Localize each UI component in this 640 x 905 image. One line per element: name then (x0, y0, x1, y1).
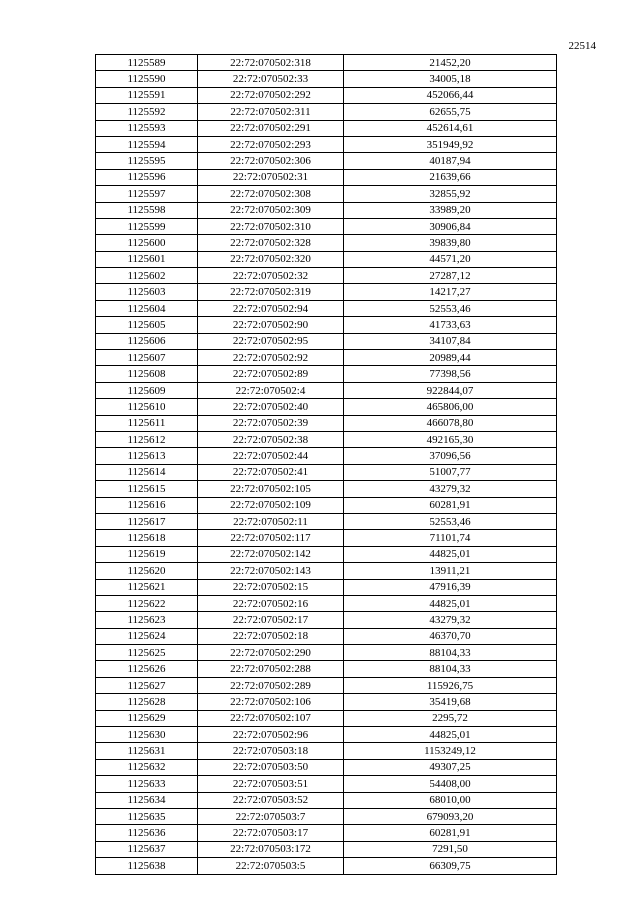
table-row (96, 71, 557, 87)
row-number-cell: 1125611 (96, 415, 198, 431)
cadastral-number-cell: 22:72:070502:311 (198, 104, 344, 120)
cadastral-value-cell: 1153249,12 (344, 743, 557, 759)
table-row (96, 120, 557, 136)
table-row (96, 825, 557, 841)
cadastral-number-cell: 22:72:070502:95 (198, 333, 344, 349)
table-row (96, 136, 557, 152)
cadastral-value-cell: 40187,94 (344, 153, 557, 169)
row-number-cell: 1125621 (96, 579, 198, 595)
table-row (96, 399, 557, 415)
row-number-cell: 1125616 (96, 497, 198, 513)
cadastral-number-cell: 22:72:070503:17 (198, 825, 344, 841)
cadastral-value-cell: 52553,46 (344, 300, 557, 316)
cadastral-value-cell: 71101,74 (344, 530, 557, 546)
cadastral-value-cell: 54408,00 (344, 776, 557, 792)
cadastral-value-cell: 37096,56 (344, 448, 557, 464)
row-number-cell: 1125610 (96, 399, 198, 415)
row-number-cell: 1125620 (96, 563, 198, 579)
table-row (96, 448, 557, 464)
row-number-cell: 1125623 (96, 612, 198, 628)
cadastral-value-cell: 679093,20 (344, 808, 557, 824)
table-row (96, 579, 557, 595)
cadastral-number-cell: 22:72:070503:7 (198, 808, 344, 824)
cadastral-value-cell: 43279,32 (344, 612, 557, 628)
row-number-cell: 1125609 (96, 382, 198, 398)
row-number-cell: 1125600 (96, 235, 198, 251)
cadastral-number-cell: 22:72:070502:33 (198, 71, 344, 87)
cadastral-number-cell: 22:72:070502:292 (198, 87, 344, 103)
cadastral-value-cell: 452066,44 (344, 87, 557, 103)
cadastral-number-cell: 22:72:070502:17 (198, 612, 344, 628)
table-row (96, 694, 557, 710)
table-row (96, 776, 557, 792)
cadastral-value-cell: 35419,68 (344, 694, 557, 710)
cadastral-value-cell: 351949,92 (344, 136, 557, 152)
cadastral-value-table (95, 54, 557, 875)
table-row (96, 415, 557, 431)
table-row (96, 366, 557, 382)
row-number-cell: 1125607 (96, 350, 198, 366)
cadastral-number-cell: 22:72:070502:143 (198, 563, 344, 579)
table-row (96, 628, 557, 644)
cadastral-value-cell: 44825,01 (344, 727, 557, 743)
row-number-cell: 1125595 (96, 153, 198, 169)
row-number-cell: 1125598 (96, 202, 198, 218)
cadastral-number-cell: 22:72:070502:92 (198, 350, 344, 366)
cadastral-number-cell: 22:72:070502:142 (198, 546, 344, 562)
cadastral-number-cell: 22:72:070502:105 (198, 481, 344, 497)
table-row (96, 202, 557, 218)
row-number-cell: 1125592 (96, 104, 198, 120)
cadastral-number-cell: 22:72:070502:38 (198, 431, 344, 447)
row-number-cell: 1125597 (96, 186, 198, 202)
cadastral-value-cell: 66309,75 (344, 858, 557, 874)
cadastral-value-cell: 20989,44 (344, 350, 557, 366)
cadastral-number-cell: 22:72:070502:89 (198, 366, 344, 382)
row-number-cell: 1125633 (96, 776, 198, 792)
table-row (96, 645, 557, 661)
cadastral-value-cell: 46370,70 (344, 628, 557, 644)
cadastral-number-cell: 22:72:070502:320 (198, 251, 344, 267)
cadastral-value-cell: 21452,20 (344, 55, 557, 71)
table-row (96, 382, 557, 398)
cadastral-number-cell: 22:72:070502:90 (198, 317, 344, 333)
row-number-cell: 1125635 (96, 808, 198, 824)
row-number-cell: 1125615 (96, 481, 198, 497)
cadastral-number-cell: 22:72:070502:309 (198, 202, 344, 218)
cadastral-value-cell: 44571,20 (344, 251, 557, 267)
row-number-cell: 1125628 (96, 694, 198, 710)
cadastral-value-cell: 60281,91 (344, 497, 557, 513)
table-row (96, 317, 557, 333)
cadastral-value-cell: 27287,12 (344, 268, 557, 284)
table-row (96, 595, 557, 611)
cadastral-number-cell: 22:72:070502:117 (198, 530, 344, 546)
table-row (96, 153, 557, 169)
table-row (96, 104, 557, 120)
row-number-cell: 1125589 (96, 55, 198, 71)
row-number-cell: 1125631 (96, 743, 198, 759)
cadastral-number-cell: 22:72:070503:51 (198, 776, 344, 792)
table-row (96, 792, 557, 808)
table-row (96, 464, 557, 480)
cadastral-value-cell: 44825,01 (344, 546, 557, 562)
table-row (96, 284, 557, 300)
row-number-cell: 1125612 (96, 431, 198, 447)
cadastral-value-cell: 88104,33 (344, 645, 557, 661)
table-row (96, 563, 557, 579)
row-number-cell: 1125594 (96, 136, 198, 152)
cadastral-number-cell: 22:72:070502:290 (198, 645, 344, 661)
cadastral-value-cell: 14217,27 (344, 284, 557, 300)
cadastral-value-cell: 30906,84 (344, 218, 557, 234)
cadastral-value-cell: 32855,92 (344, 186, 557, 202)
table-row (96, 530, 557, 546)
row-number-cell: 1125608 (96, 366, 198, 382)
table-row (96, 218, 557, 234)
cadastral-number-cell: 22:72:070503:50 (198, 759, 344, 775)
cadastral-value-cell: 51007,77 (344, 464, 557, 480)
row-number-cell: 1125613 (96, 448, 198, 464)
cadastral-value-cell: 47916,39 (344, 579, 557, 595)
table-row (96, 513, 557, 529)
cadastral-number-cell: 22:72:070502:18 (198, 628, 344, 644)
table-row (96, 350, 557, 366)
row-number-cell: 1125618 (96, 530, 198, 546)
cadastral-number-cell: 22:72:070502:308 (198, 186, 344, 202)
row-number-cell: 1125627 (96, 677, 198, 693)
table-row (96, 727, 557, 743)
row-number-cell: 1125634 (96, 792, 198, 808)
row-number-cell: 1125606 (96, 333, 198, 349)
cadastral-value-cell: 492165,30 (344, 431, 557, 447)
cadastral-number-cell: 22:72:070502:32 (198, 268, 344, 284)
cadastral-value-cell: 465806,00 (344, 399, 557, 415)
cadastral-number-cell: 22:72:070502:291 (198, 120, 344, 136)
cadastral-value-cell: 13911,21 (344, 563, 557, 579)
table-row (96, 300, 557, 316)
table-row (96, 186, 557, 202)
cadastral-value-cell: 88104,33 (344, 661, 557, 677)
cadastral-number-cell: 22:72:070502:94 (198, 300, 344, 316)
cadastral-number-cell: 22:72:070503:172 (198, 841, 344, 857)
row-number-cell: 1125599 (96, 218, 198, 234)
cadastral-number-cell: 22:72:070502:289 (198, 677, 344, 693)
row-number-cell: 1125590 (96, 71, 198, 87)
table-row (96, 710, 557, 726)
cadastral-number-cell: 22:72:070503:18 (198, 743, 344, 759)
cadastral-number-cell: 22:72:070502:328 (198, 235, 344, 251)
cadastral-value-cell: 7291,50 (344, 841, 557, 857)
cadastral-value-cell: 21639,66 (344, 169, 557, 185)
row-number-cell: 1125596 (96, 169, 198, 185)
row-number-cell: 1125638 (96, 858, 198, 874)
cadastral-value-cell: 49307,25 (344, 759, 557, 775)
row-number-cell: 1125591 (96, 87, 198, 103)
row-number-cell: 1125593 (96, 120, 198, 136)
table-row (96, 841, 557, 857)
table-row (96, 235, 557, 251)
cadastral-number-cell: 22:72:070502:306 (198, 153, 344, 169)
cadastral-number-cell: 22:72:070502:109 (198, 497, 344, 513)
cadastral-number-cell: 22:72:070502:293 (198, 136, 344, 152)
table-row (96, 858, 557, 874)
table-row (96, 481, 557, 497)
table-row (96, 431, 557, 447)
row-number-cell: 1125622 (96, 595, 198, 611)
cadastral-value-cell: 68010,00 (344, 792, 557, 808)
row-number-cell: 1125619 (96, 546, 198, 562)
cadastral-number-cell: 22:72:070502:319 (198, 284, 344, 300)
cadastral-value-cell: 43279,32 (344, 481, 557, 497)
cadastral-value-cell: 77398,56 (344, 366, 557, 382)
row-number-cell: 1125602 (96, 268, 198, 284)
page-number: 22514 (568, 40, 596, 52)
cadastral-number-cell: 22:72:070502:40 (198, 399, 344, 415)
table-row (96, 808, 557, 824)
cadastral-number-cell: 22:72:070502:4 (198, 382, 344, 398)
cadastral-value-cell: 62655,75 (344, 104, 557, 120)
table-row (96, 251, 557, 267)
cadastral-value-cell: 33989,20 (344, 202, 557, 218)
row-number-cell: 1125601 (96, 251, 198, 267)
cadastral-value-cell: 34005,18 (344, 71, 557, 87)
table-row (96, 169, 557, 185)
cadastral-number-cell: 22:72:070502:106 (198, 694, 344, 710)
cadastral-value-cell: 452614,61 (344, 120, 557, 136)
cadastral-number-cell: 22:72:070502:107 (198, 710, 344, 726)
cadastral-number-cell: 22:72:070502:41 (198, 464, 344, 480)
row-number-cell: 1125617 (96, 513, 198, 529)
row-number-cell: 1125629 (96, 710, 198, 726)
row-number-cell: 1125637 (96, 841, 198, 857)
table-row (96, 55, 557, 71)
cadastral-number-cell: 22:72:070502:318 (198, 55, 344, 71)
cadastral-value-cell: 922844,07 (344, 382, 557, 398)
table-row (96, 333, 557, 349)
table-row (96, 759, 557, 775)
cadastral-number-cell: 22:72:070502:96 (198, 727, 344, 743)
row-number-cell: 1125626 (96, 661, 198, 677)
cadastral-number-cell: 22:72:070502:31 (198, 169, 344, 185)
table-row (96, 743, 557, 759)
cadastral-number-cell: 22:72:070502:16 (198, 595, 344, 611)
row-number-cell: 1125636 (96, 825, 198, 841)
cadastral-value-cell: 41733,63 (344, 317, 557, 333)
cadastral-value-cell: 44825,01 (344, 595, 557, 611)
cadastral-value-cell: 52553,46 (344, 513, 557, 529)
cadastral-value-cell: 466078,80 (344, 415, 557, 431)
cadastral-number-cell: 22:72:070502:44 (198, 448, 344, 464)
row-number-cell: 1125632 (96, 759, 198, 775)
table-row (96, 677, 557, 693)
cadastral-value-cell: 39839,80 (344, 235, 557, 251)
table-row (96, 268, 557, 284)
cadastral-number-cell: 22:72:070502:288 (198, 661, 344, 677)
row-number-cell: 1125625 (96, 645, 198, 661)
table-body (96, 55, 557, 875)
cadastral-value-cell: 34107,84 (344, 333, 557, 349)
cadastral-value-cell: 60281,91 (344, 825, 557, 841)
table-row (96, 612, 557, 628)
cadastral-number-cell: 22:72:070502:15 (198, 579, 344, 595)
cadastral-number-cell: 22:72:070503:5 (198, 858, 344, 874)
table-row (96, 497, 557, 513)
table-row (96, 661, 557, 677)
row-number-cell: 1125604 (96, 300, 198, 316)
row-number-cell: 1125603 (96, 284, 198, 300)
row-number-cell: 1125624 (96, 628, 198, 644)
cadastral-number-cell: 22:72:070502:310 (198, 218, 344, 234)
table-row (96, 87, 557, 103)
row-number-cell: 1125614 (96, 464, 198, 480)
cadastral-number-cell: 22:72:070502:11 (198, 513, 344, 529)
cadastral-number-cell: 22:72:070502:39 (198, 415, 344, 431)
row-number-cell: 1125605 (96, 317, 198, 333)
cadastral-number-cell: 22:72:070503:52 (198, 792, 344, 808)
cadastral-value-cell: 115926,75 (344, 677, 557, 693)
table-row (96, 546, 557, 562)
cadastral-value-cell: 2295,72 (344, 710, 557, 726)
row-number-cell: 1125630 (96, 727, 198, 743)
